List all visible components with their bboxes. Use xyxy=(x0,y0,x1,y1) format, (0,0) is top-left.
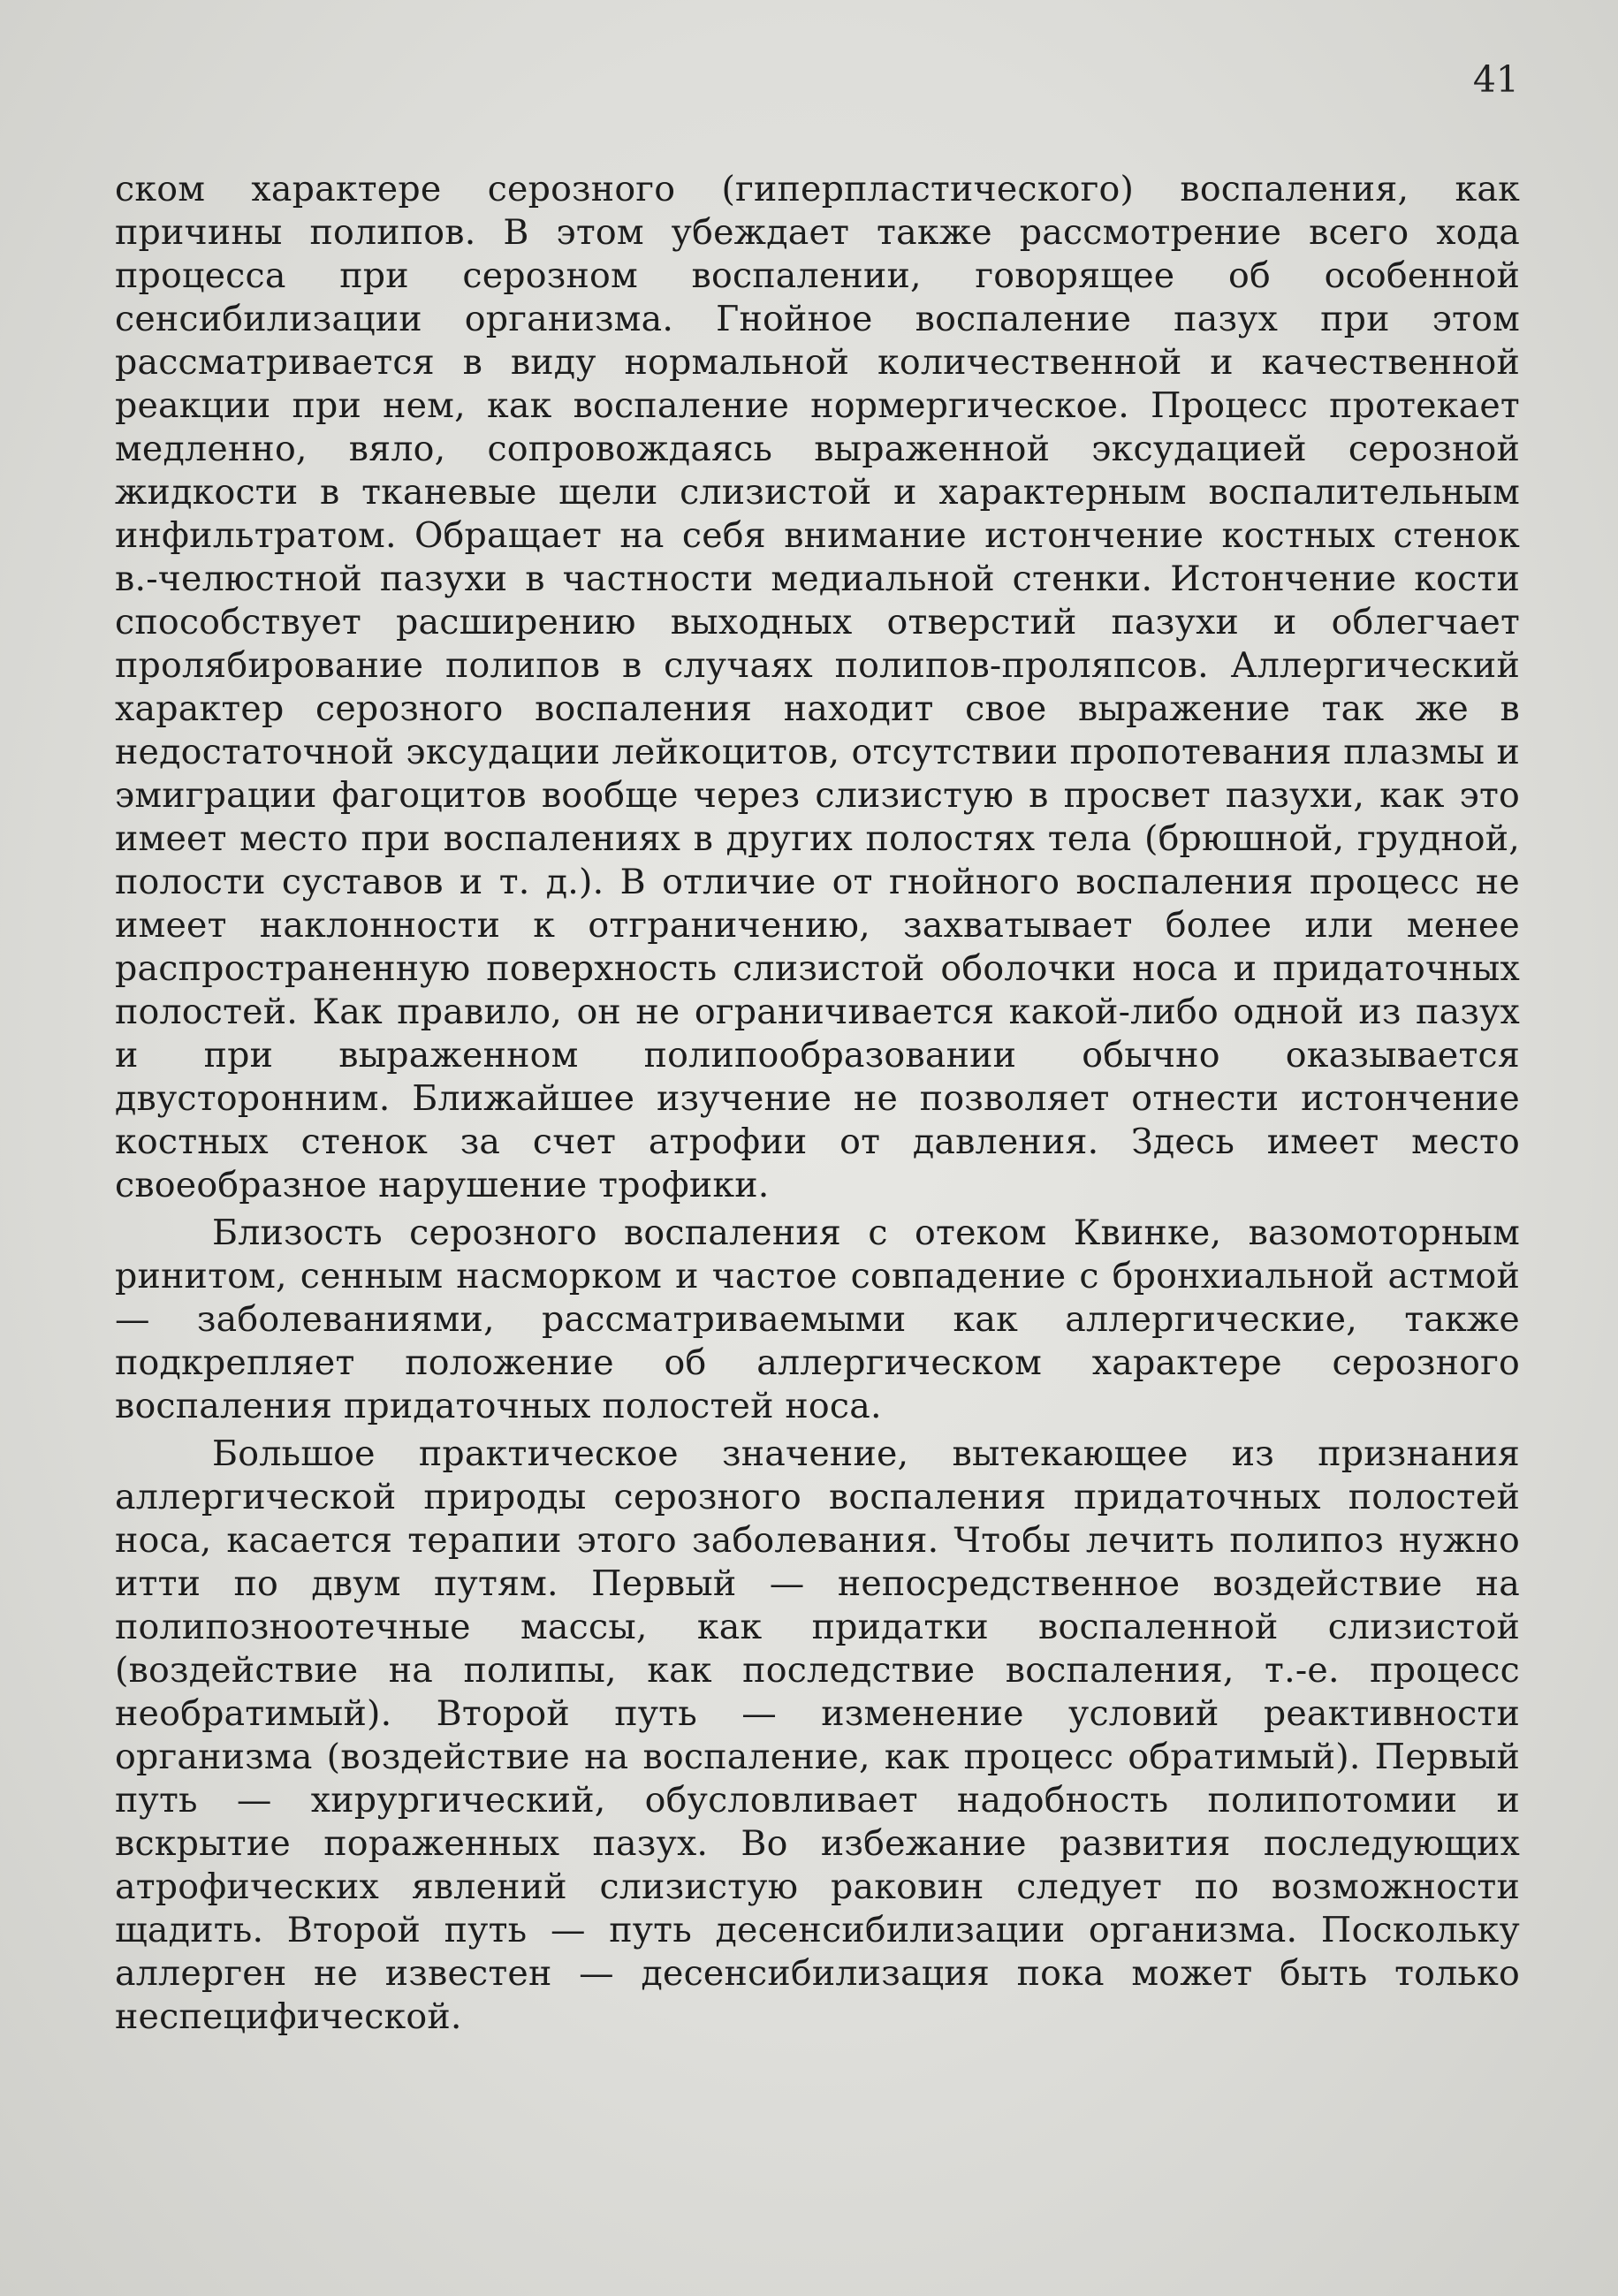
paragraph-therapy: Большое практическое значение, вытекающее из признания аллергической природы серозного воспаления придаточных полостей носа, касается терапии этого заболевания. Чтобы лечить полипоз нужно итти по двум путям. Первый — непосредственное воздействие на полипозноотечные массы, как придатки воспаленной слизистой (воздействие на полипы, как последствие воспаления, т.-е. процесс необратимый). Второй путь — изменение условий реактивности организма (воздействие на воспаление, как процесс обратимый). Первый путь — хирургический, обусловливает надобность полипотомии и вскрытие пораженных пазух. Во избежание развития последующих атрофических явлений слизистую раковин следует по возможности щадить. Второй путь — путь десенсибилизации организма. Поскольку аллерген не известен — десенсибилизация пока может быть только неспецифической. xyxy=(115,1433,1520,2037)
paragraph-allergic-association: Близость серозного воспаления с отеком Квинке, вазомоторным ринитом, сенным насморком и частое совпадение с бронхиальной астмой — заболеваниями, рассматриваемыми как аллергические, также подкрепляет положение об аллергическом характере серозного воспаления придаточных полостей носа. xyxy=(115,1213,1520,1426)
page-number: 41 xyxy=(1472,58,1519,101)
paragraph-serous-inflammation: ском характере серозного (гиперпластического) воспаления, как причины полипов. В этом убеждает также рассмотрение всего хода процесса при серозном воспалении, говорящее об особенной сенсибилизации организма. Гнойное воспаление пазух при этом рассматривается в виду нормальной количественной и качественной реакции при нем, как воспаление нормергическое. Процесс протекает медленно, вяло, сопровождаясь выраженной эксудацией серозной жидкости в тканевые щели слизистой и характерным воспалительным инфильтратом. Обращает на себя внимание истончение костных стенок в.-челюстной пазухи в частности медиальной стенки. Истончение кости способствует расширению выходных отверстий пазухи и облегчает пролябирование полипов в случаях полипов-проляпсов. Аллергический характер серозного воспаления находит свое выражение так же в недостаточной эксудации лейкоцитов, отсутствии пропотевания плазмы и эмиграции фагоцитов вообще через слизистую в просвет пазухи, как это имеет место при воспалениях в других полостях тела (брюшной, грудной, полости суставов и т. д.). В отличие от гнойного воспаления процесс не имеет наклонности к отграничению, захватывает более или менее распространенную поверхность слизистой оболочки носа и придаточных полостей. Как правило, он не ограничивается какой-либо одной из пазух и при выраженном полипообразовании обычно оказывается двусторонним. Ближайшее изучение не позволяет отнести истончение костных стенок за счет атрофии от давления. Здесь имеет место своеобразное нарушение трофики. xyxy=(115,169,1520,1205)
body-text xyxy=(115,168,1520,2039)
